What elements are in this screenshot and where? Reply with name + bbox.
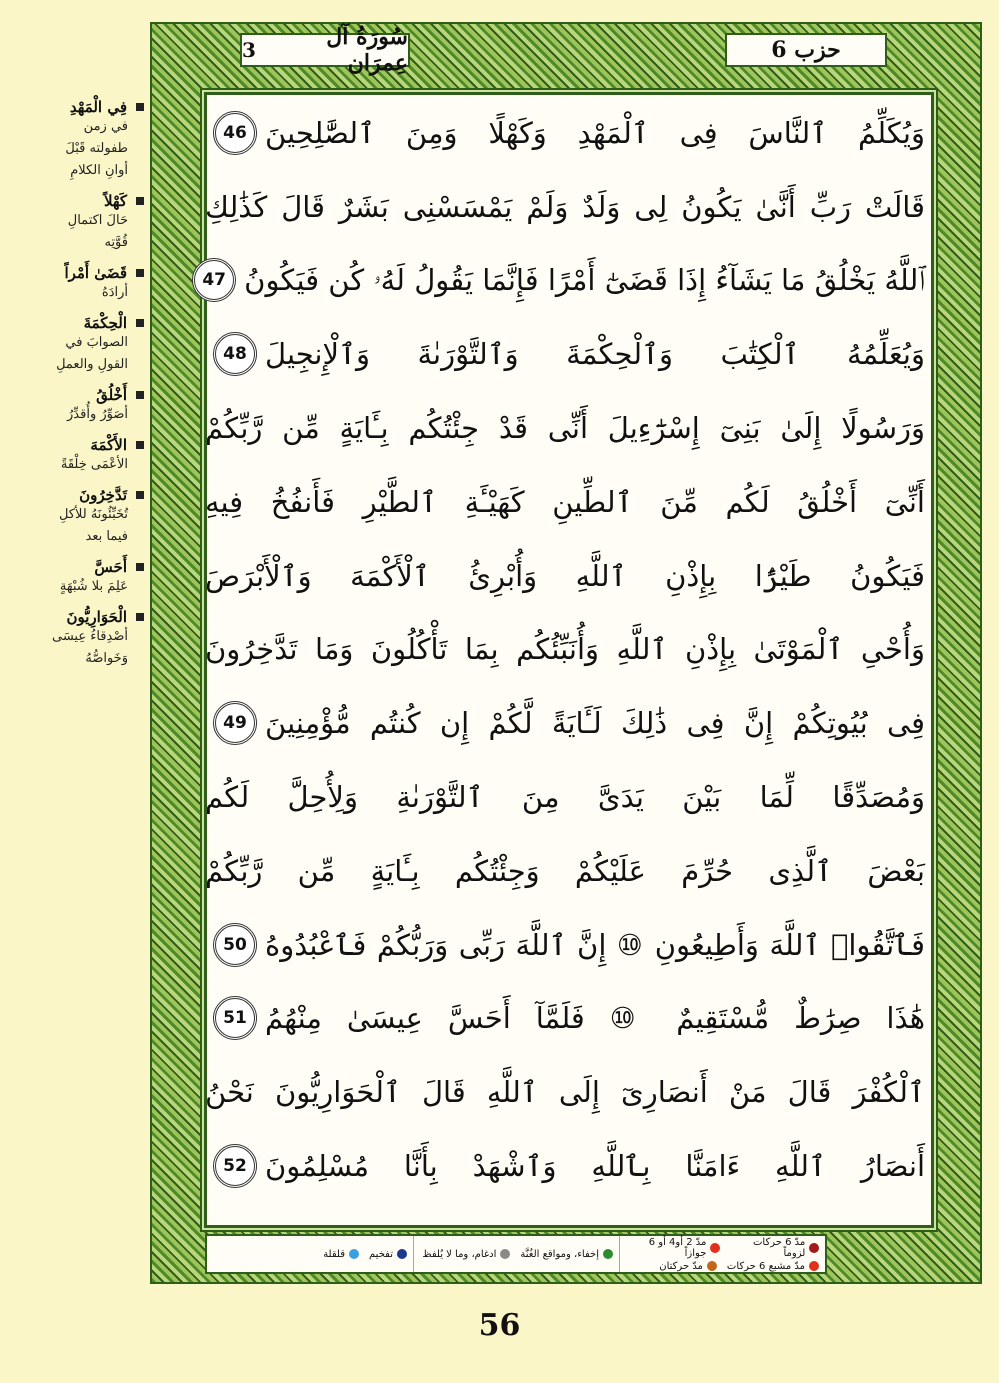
tajweed-legend (205, 1234, 827, 1274)
glossary-definition: أصَوِّرُ وأُقدِّرُ (67, 407, 128, 422)
glossary-word: فِي الْمَهْدِ (4, 98, 144, 116)
glossary-word: الْحَوَارِيُّونَ (4, 608, 144, 626)
verse-text: فِى بُيُوتِكُمْ إِنَّ فِى ذَٰلِكَ لَـَٔايَةً لَّكُمْ إِن كُنتُم مُّؤْمِنِينَ (265, 706, 925, 741)
verse-line (205, 465, 925, 539)
bullet-icon (136, 197, 144, 205)
surah-number: 3 (242, 38, 256, 62)
verse-line (205, 1055, 925, 1129)
hizb-header (725, 33, 887, 67)
glossary-definition: حَالَ اكتمالِ (67, 213, 128, 228)
color-dot-icon (603, 1249, 613, 1259)
glossary-entry (4, 558, 144, 598)
verse-line (202, 244, 925, 318)
glossary-definition: فيما بعد (85, 529, 128, 544)
bullet-icon (136, 491, 144, 499)
glossary-definition: وَخَواصُّهُ (85, 651, 128, 666)
glossary-entry (4, 436, 144, 476)
ayah-marker-icon: 52 (213, 1144, 257, 1188)
verse-text: فَٱتَّقُوا۟ ٱللَّهَ وَأَطِيعُونِ ⑩ إِنَّ ٱللَّهَ رَبِّى وَرَبُّكُمْ فَٱعْبُدُوهُ (265, 927, 925, 962)
verse-line (205, 1129, 925, 1203)
legend-row (213, 1249, 407, 1260)
glossary-word: الأَكْمَهَ (4, 436, 144, 454)
verse-text: ٱللَّهُ يَخْلُقُ مَا يَشَآءُ إِذَا قَضَىٰٓ أَمْرًا فَإِنَّمَا يَقُولُ لَهُۥ كُن فَيَكُونُ (244, 262, 925, 297)
glossary-definition: طفولته قَبْلَ (65, 141, 128, 156)
glossary-entry (4, 98, 144, 182)
legend-col-madd (619, 1236, 825, 1272)
verse-line (205, 686, 925, 760)
verse-line (205, 760, 925, 834)
glossary-word: تَدَّخِرُونَ (4, 486, 144, 504)
margin-glossary (4, 98, 144, 680)
glossary-word: كَهْلاً (4, 192, 144, 210)
verse-line (205, 317, 925, 391)
verse-text: وَيُكَلِّمُ ٱلنَّاسَ فِى ٱلْمَهْدِ وَكَهْلًا وَمِنَ ٱلصَّٰلِحِينَ (265, 115, 925, 150)
legend-item: مدّ مشبع 6 حركات (727, 1261, 819, 1272)
surah-header (240, 24, 410, 76)
legend-item: تفخيم (369, 1249, 407, 1260)
glossary-definition: في زمن (83, 119, 128, 134)
ayah-marker-icon: 48 (213, 332, 257, 376)
bullet-icon (136, 613, 144, 621)
color-dot-icon (500, 1249, 510, 1259)
glossary-entry (4, 608, 144, 670)
bullet-icon (136, 441, 144, 449)
verse-text: بَعْضَ ٱلَّذِى حُرِّمَ عَلَيْكُمْ وَجِئْتُكُم بِـَٔايَةٍ مِّن رَّبِّكُمْ (205, 853, 925, 888)
bullet-icon (136, 391, 144, 399)
bullet-icon (136, 319, 144, 327)
ayah-marker-icon: 46 (213, 111, 257, 155)
glossary-entry (4, 386, 144, 426)
legend-col-ikhfa (413, 1236, 619, 1272)
color-dot-icon (707, 1261, 717, 1271)
verse-block (202, 96, 925, 1203)
verse-text: وَيُعَلِّمُهُ ٱلْكِتَٰبَ وَٱلْحِكْمَةَ وَٱلتَّوْرَىٰةَ وَٱلْإِنجِيلَ (265, 337, 925, 372)
verse-text: هَٰذَا صِرَٰطٌ مُّسْتَقِيمٌ ⑩ فَلَمَّآ أَحَسَّ عِيسَىٰ مِنْهُمُ (265, 1001, 925, 1036)
glossary-definition: أصْدِقاءُ عِيسَى (51, 629, 128, 644)
hizb-label: حزب 6 (771, 37, 841, 63)
glossary-definition: الصوابَ في (65, 335, 128, 350)
legend-row (626, 1261, 819, 1272)
glossary-entry (4, 264, 144, 304)
surah-title: سُورَةُ آل عِمرَان (326, 24, 408, 76)
verse-text: قَالَتْ رَبِّ أَنَّىٰ يَكُونُ لِى وَلَدٌ وَلَمْ يَمْسَسْنِى بَشَرٌ قَالَ كَذَٰلِكِ (205, 189, 925, 224)
color-dot-icon (397, 1249, 407, 1259)
verse-line (205, 613, 925, 687)
ayah-marker-icon: 50 (213, 923, 257, 967)
glossary-word: أَحَسَّ (4, 558, 144, 576)
verse-text: وَمُصَدِّقًا لِّمَا بَيْنَ يَدَىَّ مِنَ ٱلتَّوْرَىٰةِ وَلِأُحِلَّ لَكُم (205, 780, 925, 815)
glossary-entry (4, 486, 144, 548)
ayah-marker-icon: 51 (213, 996, 257, 1040)
bullet-icon (136, 269, 144, 277)
glossary-definition: الأعْمَى خِلْقَةً (60, 457, 128, 472)
verse-text: وَأُحْىِ ٱلْمَوْتَىٰ بِإِذْنِ ٱللَّهِ وَأُنَبِّئُكُم بِمَا تَأْكُلُونَ وَمَا تَدَّخِرُونَ (205, 632, 925, 667)
verse-line (205, 834, 925, 908)
color-dot-icon (710, 1243, 720, 1253)
verse-line (205, 96, 925, 170)
legend-item: إخفاء، ومواقع الغُنَّة (520, 1249, 613, 1260)
glossary-entry (4, 192, 144, 254)
bullet-icon (136, 563, 144, 571)
verse-text: فَيَكُونُ طَيْرًۢا بِإِذْنِ ٱللَّهِ وَأُبْرِئُ ٱلْأَكْمَهَ وَٱلْأَبْرَصَ (205, 558, 925, 593)
glossary-definition: أوانِ الكلامِ (70, 163, 128, 178)
verse-line (205, 391, 925, 465)
color-dot-icon (809, 1243, 819, 1253)
glossary-word: قَضَىٰ أَمْراً (4, 264, 144, 282)
legend-row (626, 1237, 819, 1259)
verse-line (205, 539, 925, 613)
glossary-word: الْحِكْمَةَ (4, 314, 144, 332)
verse-line (205, 982, 925, 1056)
glossary-definition: عَلِمَ بلا شُبْهَةٍ (59, 579, 128, 594)
legend-item: ادغام، وما لا يُلفظ (422, 1249, 510, 1260)
legend-row (420, 1249, 613, 1260)
verse-line (205, 908, 925, 982)
verse-text: وَرَسُولًا إِلَىٰ بَنِىٓ إِسْرَٰٓءِيلَ أَنِّى قَدْ جِئْتُكُم بِـَٔايَةٍ مِّن رَّبِّكُمْ (205, 411, 925, 446)
ayah-marker-icon: 49 (213, 701, 257, 745)
verse-text: أَنصَارُ ٱللَّهِ ءَامَنَّا بِٱللَّهِ وَٱشْهَدْ بِأَنَّا مُسْلِمُونَ (265, 1149, 925, 1184)
color-dot-icon (349, 1249, 359, 1259)
glossary-definition: القولِ والعملِ (56, 357, 128, 372)
glossary-definition: تُخَبِّئُونَهُ للأكلِ (58, 507, 128, 522)
glossary-entry (4, 314, 144, 376)
legend-item: مدّ 6 حركات لزوماً (730, 1237, 819, 1259)
bullet-icon (136, 103, 144, 111)
verse-line (205, 170, 925, 244)
verse-text: أَنِّىٓ أَخْلُقُ لَكُم مِّنَ ٱلطِّينِ كَهَيْـَٔةِ ٱلطَّيْرِ فَأَنفُخُ فِيهِ (205, 484, 925, 519)
color-dot-icon (809, 1261, 819, 1271)
glossary-definition: قُوَّتِه (104, 235, 128, 250)
ayah-marker-icon: 47 (192, 258, 236, 302)
legend-col-tafkheem (207, 1236, 413, 1272)
glossary-word: أَخْلُقُ (4, 386, 144, 404)
verse-text: ٱلْكُفْرَ قَالَ مَنْ أَنصَارِىٓ إِلَى ٱللَّهِ قَالَ ٱلْحَوَارِيُّونَ نَحْنُ (205, 1075, 925, 1110)
page-number: 56 (478, 1308, 521, 1343)
legend-item: مدّ 2 أو4 أو 6 جوازاً (626, 1237, 720, 1259)
glossary-definition: أرادَهُ (101, 285, 128, 300)
legend-item: قلقلة (323, 1249, 359, 1260)
legend-item: مدّ حركتان (659, 1261, 717, 1272)
